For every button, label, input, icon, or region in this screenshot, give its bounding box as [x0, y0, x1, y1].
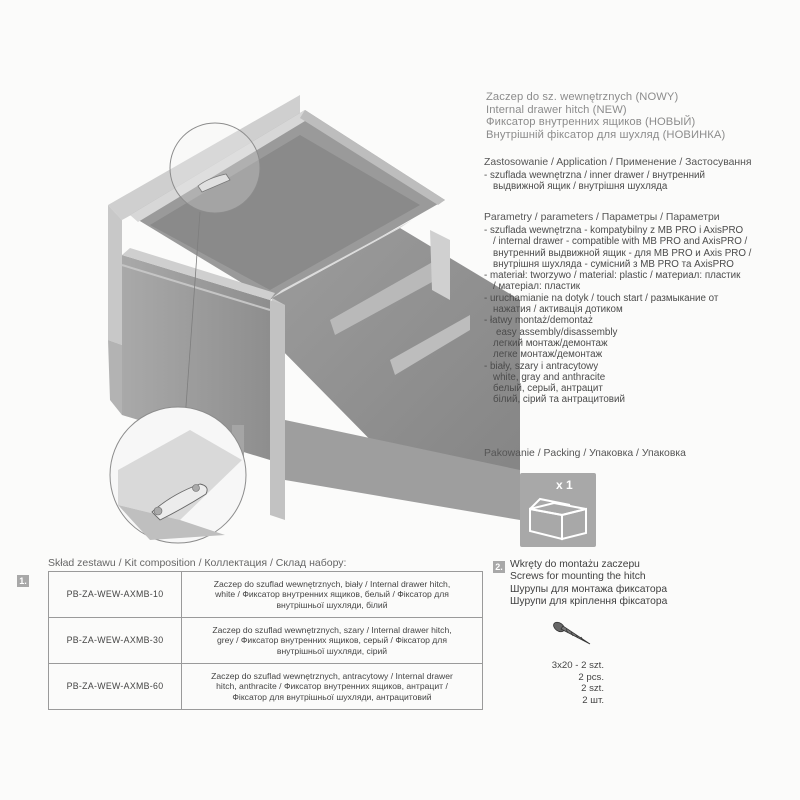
packing-header: Pakowanie / Packing / Упаковка / Упаковка	[484, 448, 686, 459]
qty-line: 3x20 - 2 szt.	[551, 660, 604, 671]
application-line: - szuflada wewnętrzna / inner drawer / внутренний	[484, 170, 705, 181]
screws-section-number: 2.	[493, 561, 505, 573]
kit-code: PB-ZA-WEW-AXMB-60	[49, 664, 182, 710]
kit-description	[182, 572, 483, 618]
parameter-line: - materiał: tworzywo / material: plastic / материал: пластик	[484, 270, 741, 282]
parameter-line: - uruchamianie na dotyk / touch start / размыкание от	[484, 292, 719, 304]
parameters-section	[484, 212, 751, 406]
screws-line: Screws for mounting the hitch	[510, 571, 646, 583]
kit-description	[182, 664, 483, 710]
kit-header: Skład zestawu / Kit composition / Коллектация / Склад набору:	[48, 557, 347, 569]
packing-box	[520, 473, 596, 547]
qty-line: 2 pcs.	[578, 671, 604, 683]
box-icon	[526, 495, 590, 543]
table-row	[49, 618, 483, 664]
kit-desc-line: внутрішньої шухляди, білий	[276, 599, 388, 610]
title-line-en: Internal drawer hitch (NEW)	[486, 103, 627, 116]
table-row	[49, 572, 483, 618]
parameter-line: / матеріал: пластик	[493, 281, 581, 293]
parameters-header: Parametry / parameters / Параметры / Параметри	[484, 212, 720, 223]
title-line-ua: Внутрішній фіксатор для шухляд (НОВИНКА)	[486, 128, 726, 141]
kit-desc-line: Фіксатор для внутрішньої шухляди, антрацитовий	[232, 691, 432, 702]
kit-desc-line: внутрішньої шухляди, сірий	[276, 645, 388, 656]
kit-desc-line: Zaczep do szuflad wewnętrznych, szary / Internal drawer hitch,	[212, 624, 452, 635]
screw-icon	[552, 620, 596, 648]
kit-description	[182, 618, 483, 664]
parameter-line: - szuflada wewnętrzna - kompatybilny z MB PRO i AxisPRO	[484, 225, 744, 236]
parameter-line: white, gray and anthracite	[493, 371, 606, 383]
screws-line: Шурупы для монтажа фиксатора	[510, 583, 668, 595]
parameter-line: - biały, szary i antracytowy	[484, 360, 599, 372]
screws-line: Wkręty do montażu zaczepu	[510, 559, 640, 570]
parameter-line: - łatwy montaż/demontaż	[484, 315, 593, 327]
parameter-line: легкий монтаж/демонтаж	[493, 337, 608, 349]
qty-line: 2 szt.	[581, 683, 604, 694]
parameter-line: внутренний выдвижной ящик - для MB PRO и Axis PRO /	[493, 247, 752, 259]
kit-desc-line: Zaczep do szuflad wewnętrznych, biały / Internal drawer hitch,	[213, 578, 451, 589]
kit-desc-line: Zaczep do szuflad wewnętrznych, antracytowy / Internal drawer	[211, 670, 453, 681]
screws-line: Шурупи для кріплення фіксатора	[510, 595, 668, 607]
screws-text	[510, 559, 667, 608]
application-header: Zastosowanie / Application / Применение / Застосування	[484, 157, 752, 168]
drawer-illustration	[0, 0, 520, 550]
screws-quantity	[520, 660, 604, 706]
parameter-line: / internal drawer - compatible with MB PRO and AxisPRO /	[493, 236, 748, 248]
kit-code: PB-ZA-WEW-AXMB-10	[49, 572, 182, 618]
application-line: выдвижной ящик / внутрішня шухляда	[493, 181, 668, 193]
parameter-line: нажатия / активація дотиком	[493, 304, 623, 316]
product-title	[486, 91, 725, 141]
parameter-line: easy assembly/disassembly	[496, 326, 618, 338]
kit-section-number: 1.	[17, 575, 29, 587]
kit-desc-line: white / Фиксатор внутренних ящиков, белый / Фіксатор для	[215, 589, 449, 600]
kit-desc-line: hitch, anthracite / Фиксатор внутренних ящиков, антрацит /	[216, 681, 448, 692]
parameter-line: білий, сірий та антрацитовий	[493, 394, 625, 406]
parameter-line: внутрішня шухляда - сумісний з MB PRO та AxisPRO	[493, 258, 734, 270]
kit-desc-line: grey / Фиксатор внутренних ящиков, серый / Фіксатор для	[217, 635, 447, 646]
title-line-pl: Zaczep do sz. wewnętrznych (NOWY)	[486, 91, 679, 103]
packing-quantity: x 1	[556, 478, 573, 492]
kit-code: PB-ZA-WEW-AXMB-30	[49, 618, 182, 664]
parameter-line: белый, серый, антрацит	[493, 383, 603, 395]
title-line-ru: Фиксатор внутренних ящиков (НОВЫЙ)	[486, 116, 696, 128]
application-section	[484, 157, 752, 193]
kit-table	[48, 571, 483, 710]
parameter-line: легке монтаж/демонтаж	[493, 349, 603, 361]
table-row	[49, 664, 483, 710]
qty-line: 2 шт.	[582, 694, 604, 706]
